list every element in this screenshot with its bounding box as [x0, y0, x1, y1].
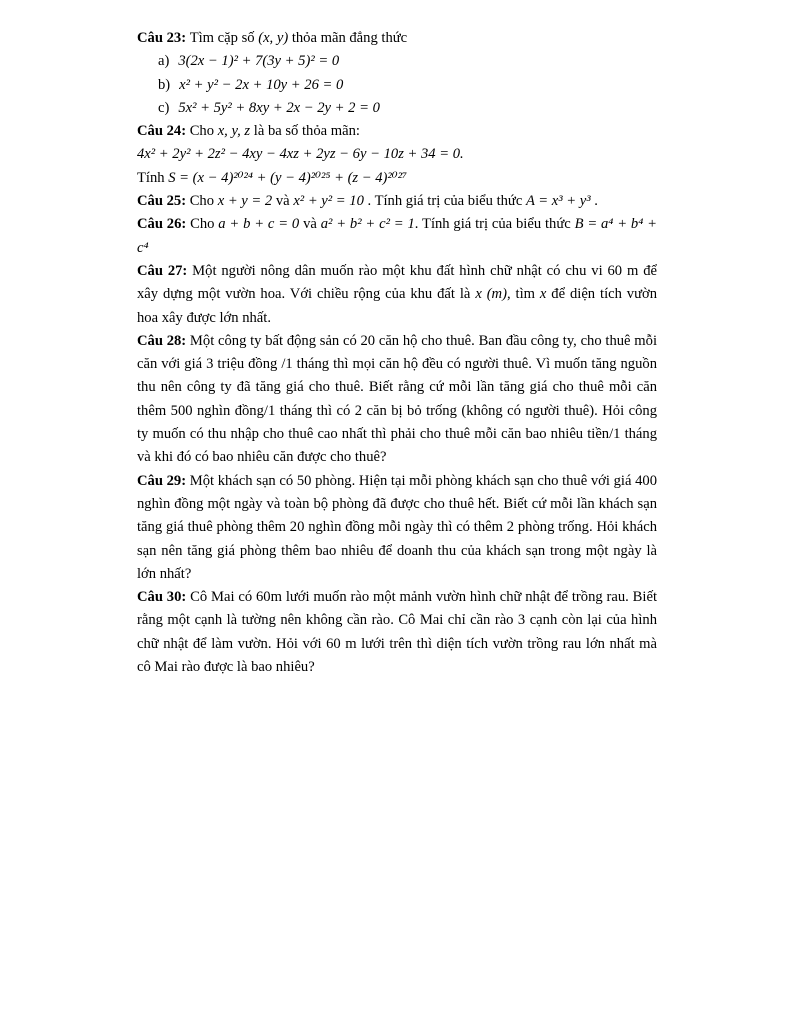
math-expression: x + y = 2	[217, 193, 273, 210]
question-25	[137, 190, 657, 213]
question-27	[137, 260, 657, 330]
text-run: thỏa mãn đẳng thức	[288, 30, 408, 46]
text-run: . Tính giá trị của biểu thức	[414, 216, 575, 233]
question-28	[137, 330, 657, 470]
question-label: Câu 24:	[137, 123, 190, 140]
question-label: Câu 30:	[137, 589, 191, 606]
math-expression: S = (x − 4)²⁰²⁴ + (y − 4)²⁰²⁵ + (z − 4)²⁰²⁷	[168, 169, 408, 186]
question-23-intro	[137, 27, 657, 50]
math-expression: x, y, z	[217, 123, 251, 140]
math-expression: x (m)	[475, 286, 507, 303]
math-expression: 3(2x − 1)² + 7(3y + 5)² = 0	[178, 53, 340, 70]
math-expression: x² + y² = 10	[293, 193, 364, 210]
text-run: là ba số thỏa mãn:	[250, 123, 360, 140]
text-run: và	[299, 216, 321, 233]
math-expression: A = x³ + y³	[525, 193, 591, 210]
question-23-item-a	[137, 50, 657, 73]
text-run: Tìm cặp số	[189, 30, 259, 46]
text-run: , tìm	[506, 286, 540, 303]
question-label: Câu 27:	[137, 262, 193, 279]
math-expression: 5x² + 5y² + 8xy + 2x − 2y + 2 = 0	[178, 99, 380, 116]
text-run: Cho	[190, 216, 219, 233]
text-run: và	[272, 193, 294, 210]
math-expression: x	[539, 286, 547, 303]
math-expression: 4x² + 2y² + 2z² − 4xy − 4xz + 2yz − 6y − 10z + 34 = 0.	[137, 146, 464, 163]
math-expression: a + b + c = 0	[218, 216, 300, 233]
text-run: .	[590, 193, 598, 210]
question-26	[137, 213, 657, 260]
question-24-intro	[137, 120, 657, 143]
question-23-item-c	[137, 97, 657, 120]
question-label: Câu 28:	[137, 332, 190, 349]
math-expression: (x, y)	[258, 30, 289, 46]
math-expression: a² + b² + c² = 1	[320, 216, 415, 233]
list-marker: a)	[158, 53, 170, 70]
question-29	[137, 470, 657, 586]
list-marker: c)	[158, 99, 170, 116]
text-run: để diện tích vườn hoa xây được lớn nhất.	[137, 286, 658, 326]
text-run: Một công ty bất động sản có 20 căn hộ cho thuê. Ban đầu công ty, cho thuê mỗi căn với giá 3 triệu đồng /1 tháng thì mọi căn hộ đều có người thuê. Vì muốn tăng nguồn thu nên công ty đã tăng giá cho thuê. Biết rằng cứ mỗi lần tăng giá cho thuê mỗi căn thêm 500 nghìn đồng/1 tháng thì có 2 căn bị bỏ trống (không có người thuê). Hỏi công ty muốn có thu nhập cho thuê cao nhất thì phải cho thuê mỗi căn bao nhiêu tiền/1 tháng và khi đó có bao nhiêu căn được cho thuê?	[137, 332, 657, 466]
question-label: Câu 23:	[137, 30, 190, 46]
math-expression: x² + y² − 2x + 10y + 26 = 0	[179, 76, 344, 93]
question-label: Câu 25:	[137, 193, 190, 210]
text-run: Cho	[189, 123, 218, 140]
text-run: . Tính giá trị của biểu thức	[363, 193, 526, 210]
math-expression: B = a⁴ + b⁴ + c⁴	[137, 216, 657, 256]
text-run: Một người nông dân muốn rào một khu đất hình chữ nhật có chu vi 60 m để xây dựng một vườn hoa. Với chiều rộng của khu đất là	[137, 262, 657, 303]
text-run: Cô Mai có 60m lưới muốn rào một mảnh vườn hình chữ nhật để trồng rau. Biết rằng một cạnh là tường nên không cần rào. Cô Mai chỉ cần rào 3 cạnh còn lại của hình chữ nhật để làm vườn. Hỏi với 60 m lưới trên thì diện tích vườn trồng rau lớn nhất mà cô Mai rào được là bao nhiêu?	[137, 589, 658, 676]
question-label: Câu 29:	[137, 472, 190, 489]
question-30	[137, 586, 657, 679]
question-24-equation	[137, 143, 657, 166]
question-label: Câu 26:	[137, 216, 191, 233]
question-23-item-b	[137, 74, 657, 97]
text-run: Cho	[189, 193, 218, 210]
question-24-compute	[137, 167, 657, 190]
list-marker: b)	[158, 76, 171, 93]
text-run: Một khách sạn có 50 phòng. Hiện tại mỗi phòng khách sạn cho thuê với giá 400 nghìn đồng một ngày và toàn bộ phòng đã được cho thuê hết. Biết cứ mỗi lần khách sạn tăng giá thuê phòng thêm 20 nghìn đồng mỗi ngày thì có thêm 2 phòng trống. Hỏi khách sạn nên tăng giá phòng thêm bao nhiêu để doanh thu của khách sạn trong một ngày là lớn nhất?	[137, 472, 657, 582]
text-run: Tính	[137, 169, 169, 186]
